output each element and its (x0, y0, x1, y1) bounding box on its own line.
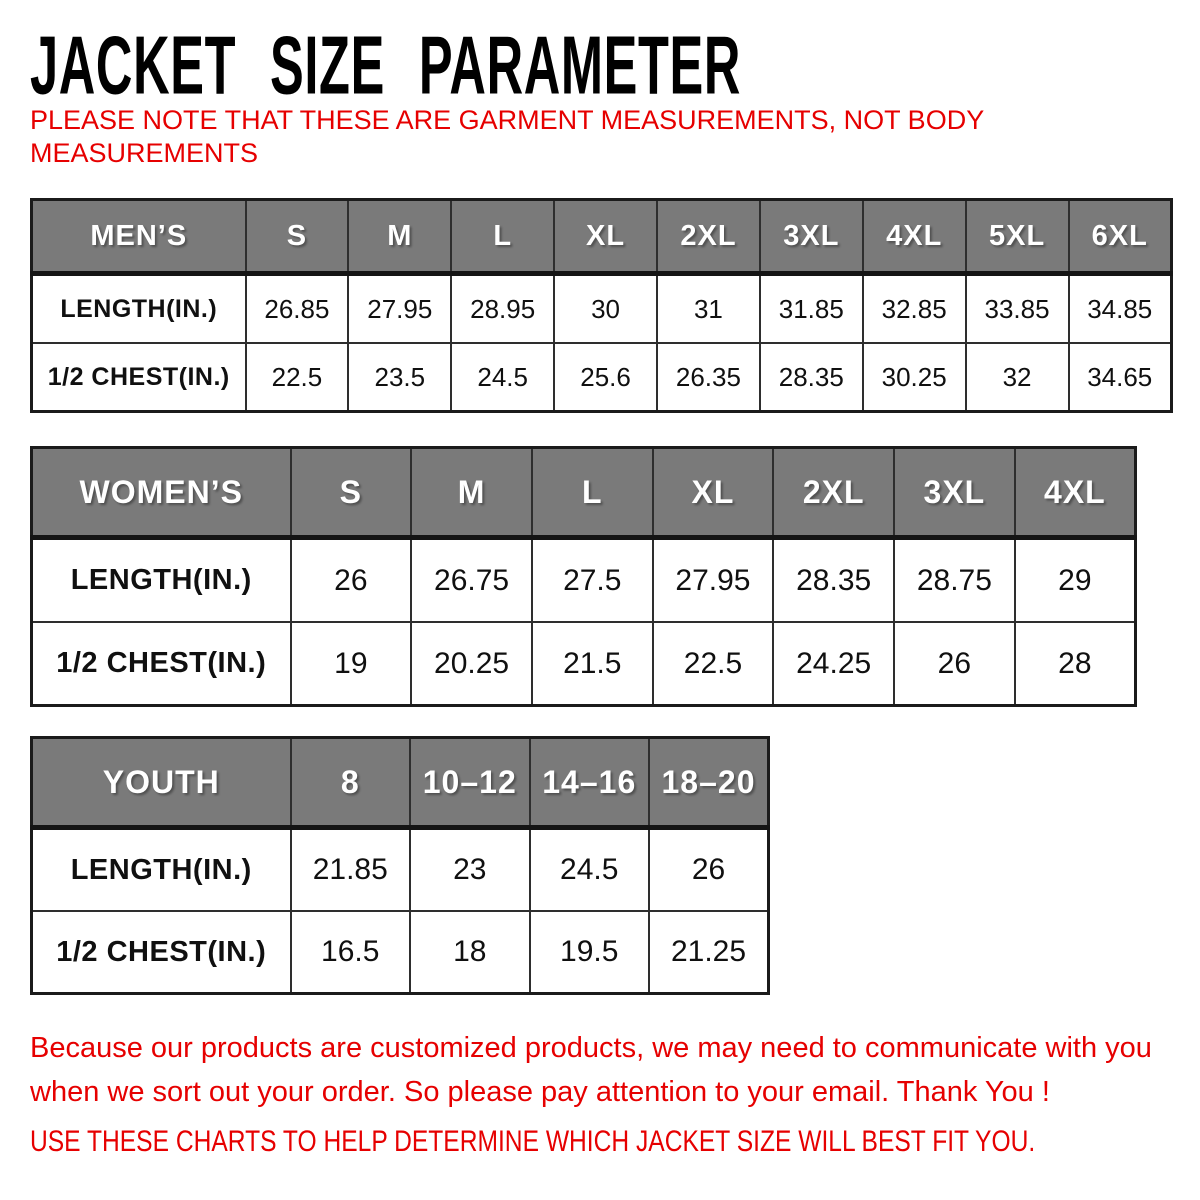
value-cell: 28.35 (773, 538, 894, 623)
value-cell: 19 (291, 622, 412, 706)
garment-measurement-note: PLEASE NOTE THAT THESE ARE GARMENT MEASUREMENTS, NOT BODY MEASUREMENTS (30, 105, 984, 169)
value-cell: 21.25 (649, 911, 769, 994)
value-cell: 28.75 (894, 538, 1015, 623)
value-cell: 23.5 (348, 343, 451, 412)
mens-size-table (30, 198, 1173, 413)
chart-usage-note (30, 1124, 1200, 1160)
chart-usage-note-text: USE THESE CHARTS TO HELP DETERMINE WHICH JACKET SIZE WILL BEST FIT YOU. (30, 1125, 1036, 1158)
youth-header-row (32, 738, 769, 828)
value-cell: 21.5 (532, 622, 653, 706)
size-header-cell: 8 (291, 738, 411, 828)
value-cell: 22.5 (246, 343, 349, 412)
womens-header-row (32, 448, 1136, 538)
size-header-cell: 4XL (863, 200, 966, 274)
value-cell: 27.95 (348, 274, 451, 344)
size-header-cell: 2XL (773, 448, 894, 538)
value-cell: 24.5 (530, 828, 650, 912)
value-cell: 16.5 (291, 911, 411, 994)
size-header-cell: 14–16 (530, 738, 650, 828)
size-header-cell: 4XL (1015, 448, 1136, 538)
size-header-cell: 5XL (966, 200, 1069, 274)
value-cell: 28.95 (451, 274, 554, 344)
size-header-cell: S (246, 200, 349, 274)
row-label-cell: LENGTH(IN.) (32, 828, 291, 912)
mens-header-row (32, 200, 1172, 274)
value-cell: 26 (649, 828, 769, 912)
value-cell: 26.75 (411, 538, 532, 623)
youth-chest-row (32, 911, 769, 994)
row-label-cell: LENGTH(IN.) (32, 274, 246, 344)
youth-table-title: YOUTH (32, 738, 291, 828)
value-cell: 30 (554, 274, 657, 344)
value-cell: 22.5 (653, 622, 774, 706)
youth-size-table (30, 736, 770, 995)
value-cell: 21.85 (291, 828, 411, 912)
value-cell: 32.85 (863, 274, 966, 344)
size-header-cell: S (291, 448, 412, 538)
mens-chest-row (32, 343, 1172, 412)
value-cell: 26 (291, 538, 412, 623)
value-cell: 24.5 (451, 343, 554, 412)
value-cell: 25.6 (554, 343, 657, 412)
page-title (30, 18, 1141, 112)
row-label-cell: 1/2 CHEST(IN.) (32, 343, 246, 412)
value-cell: 29 (1015, 538, 1136, 623)
value-cell: 24.25 (773, 622, 894, 706)
womens-chest-row (32, 622, 1136, 706)
value-cell: 34.65 (1069, 343, 1172, 412)
row-label-cell: 1/2 CHEST(IN.) (32, 622, 291, 706)
size-header-cell: XL (653, 448, 774, 538)
size-header-cell: M (348, 200, 451, 274)
size-header-cell: 18–20 (649, 738, 769, 828)
womens-length-row (32, 538, 1136, 623)
value-cell: 26.35 (657, 343, 760, 412)
value-cell: 18 (410, 911, 530, 994)
womens-size-table (30, 446, 1137, 707)
customization-communication-note: Because our products are customized products, we may need to communicate with you when we sort out your order. So please pay attention to your email. Thank You ! (30, 1032, 1152, 1108)
size-header-cell: 10–12 (410, 738, 530, 828)
size-header-cell: L (451, 200, 554, 274)
size-header-cell: 3XL (760, 200, 863, 274)
size-header-cell: L (532, 448, 653, 538)
value-cell: 31 (657, 274, 760, 344)
value-cell: 34.85 (1069, 274, 1172, 344)
value-cell: 28 (1015, 622, 1136, 706)
value-cell: 20.25 (411, 622, 532, 706)
size-header-cell: 2XL (657, 200, 760, 274)
size-header-cell: M (411, 448, 532, 538)
size-header-cell: 6XL (1069, 200, 1172, 274)
mens-length-row (32, 274, 1172, 344)
value-cell: 31.85 (760, 274, 863, 344)
value-cell: 27.5 (532, 538, 653, 623)
value-cell: 27.95 (653, 538, 774, 623)
value-cell: 23 (410, 828, 530, 912)
youth-length-row (32, 828, 769, 912)
value-cell: 26.85 (246, 274, 349, 344)
page-title-text: JACKET SIZE PARAMETER (30, 18, 742, 112)
value-cell: 26 (894, 622, 1015, 706)
value-cell: 32 (966, 343, 1069, 412)
size-header-cell: XL (554, 200, 657, 274)
value-cell: 19.5 (530, 911, 650, 994)
womens-table-title: WOMEN’S (32, 448, 291, 538)
value-cell: 33.85 (966, 274, 1069, 344)
value-cell: 28.35 (760, 343, 863, 412)
size-header-cell: 3XL (894, 448, 1015, 538)
value-cell: 30.25 (863, 343, 966, 412)
row-label-cell: LENGTH(IN.) (32, 538, 291, 623)
row-label-cell: 1/2 CHEST(IN.) (32, 911, 291, 994)
mens-table-title: MEN’S (32, 200, 246, 274)
